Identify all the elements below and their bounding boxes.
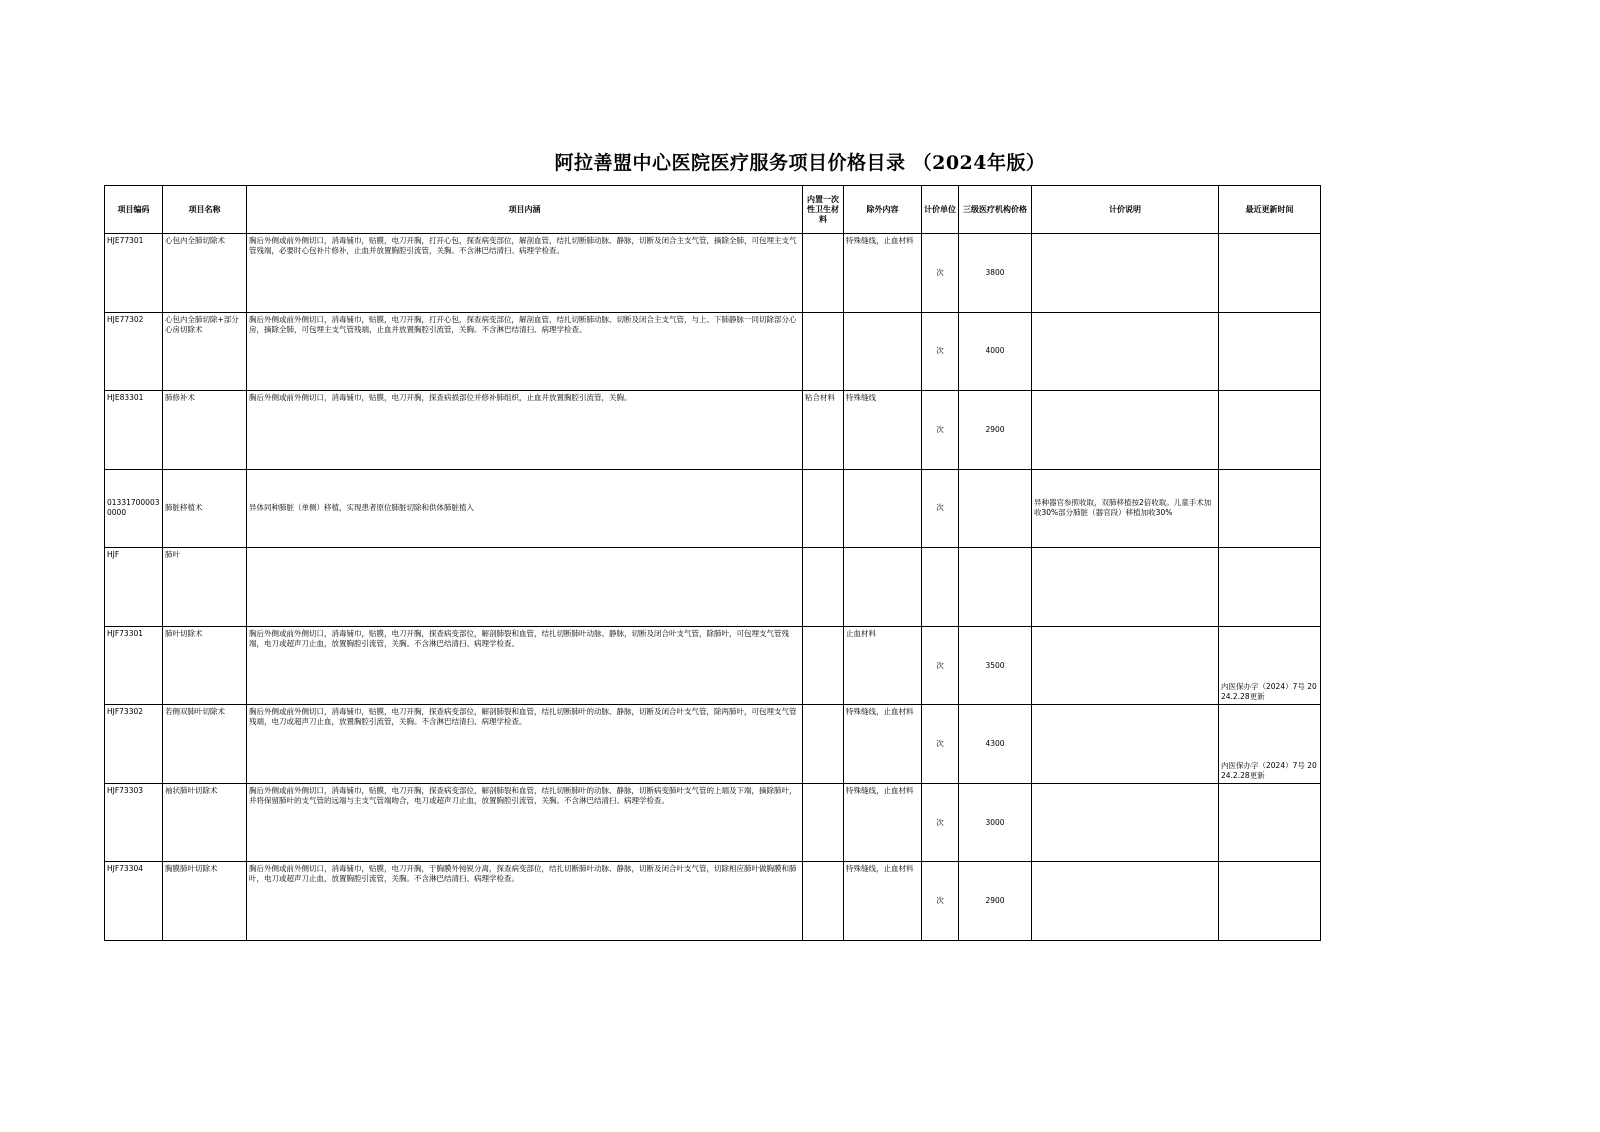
cell-unit: 次: [922, 234, 959, 313]
cell-content: 胸后外侧或前外侧切口，消毒铺巾，贴膜，电刀开胸，于胸膜外钝锐分离，探查病变部位，结扎切断肺叶动脉、静脉，切断及闭合叶支气管，切除相应肺叶做胸膜和肺叶，电刀或超声刀止血，放置胸腔引流管，关胸。不含淋巴结清扫、病理学检查。: [247, 862, 803, 941]
cell-excluded: 特殊缝线，止血材料: [844, 705, 922, 784]
cell-updated: 内医保办字（2024）7号 2024.2.28更新: [1219, 626, 1321, 705]
cell-unit: 次: [922, 391, 959, 470]
cell-note: 异种器官参照收取，双肺移植按2倍收取。儿童手术加收30%部分肺脏（器官段）移植加收30%: [1032, 469, 1219, 548]
cell-content: [247, 548, 803, 627]
cell-note: [1032, 312, 1219, 391]
header-price: 三级医疗机构价格: [959, 186, 1032, 234]
cell-material: [803, 783, 844, 862]
cell-price: [959, 548, 1032, 627]
table-row: [105, 705, 1321, 784]
cell-updated: [1219, 312, 1321, 391]
cell-code: HJE77301: [105, 234, 163, 313]
cell-excluded: 特殊缝线，止血材料: [844, 862, 922, 941]
table-row: [105, 391, 1321, 470]
cell-note: [1032, 234, 1219, 313]
cell-unit: 次: [922, 862, 959, 941]
cell-updated: [1219, 548, 1321, 627]
cell-material: [803, 469, 844, 548]
cell-material: [803, 548, 844, 627]
cell-code: HJF73302: [105, 705, 163, 784]
cell-excluded: [844, 469, 922, 548]
cell-name: 心包内全肺切除术: [163, 234, 247, 313]
table-header-row: [105, 186, 1321, 234]
cell-price: [959, 469, 1032, 548]
cell-material: [803, 234, 844, 313]
cell-updated: [1219, 469, 1321, 548]
cell-content: 胸后外侧或前外侧切口，消毒铺巾，贴膜，电刀开胸，打开心包，探查病变部位，解剖血管，结扎切断肺动脉、静脉，切断及闭合主支气管，摘除全肺，可包埋主支气管残端，必要时心包补片修补，止血并放置胸腔引流管，关胸。不含淋巴结清扫、病理学检查。: [247, 234, 803, 313]
cell-updated: [1219, 783, 1321, 862]
table-row: [105, 626, 1321, 705]
header-unit: 计价单位: [922, 186, 959, 234]
cell-note: [1032, 705, 1219, 784]
cell-name: 肺脏移植术: [163, 469, 247, 548]
cell-note: [1032, 548, 1219, 627]
cell-price: 4000: [959, 312, 1032, 391]
header-name: 项目名称: [163, 186, 247, 234]
cell-note: [1032, 783, 1219, 862]
cell-unit: 次: [922, 312, 959, 391]
cell-name: 肺叶: [163, 548, 247, 627]
header-material: 内置一次性卫生材料: [803, 186, 844, 234]
table-row: [105, 783, 1321, 862]
cell-unit: [922, 548, 959, 627]
cell-updated: [1219, 862, 1321, 941]
cell-price: 3500: [959, 626, 1032, 705]
cell-name: 胸膜肺叶切除术: [163, 862, 247, 941]
cell-price: 3000: [959, 783, 1032, 862]
cell-excluded: 特殊缝线，止血材料: [844, 234, 922, 313]
cell-updated: [1219, 391, 1321, 470]
cell-name: 肺修补术: [163, 391, 247, 470]
cell-excluded: 止血材料: [844, 626, 922, 705]
cell-content: 胸后外侧或前外侧切口，消毒铺巾，贴膜，电刀开胸，探查病变部位，解剖肺裂和血管，结扎切断肺叶的动脉、静脉，切断及闭合叶支气管，除两肺叶，可包埋支气管残端，电刀或超声刀止血，放置胸腔引流管，关胸。不含淋巴结清扫、病理学检查。: [247, 705, 803, 784]
cell-excluded: [844, 312, 922, 391]
cell-price: 3800: [959, 234, 1032, 313]
cell-unit: 次: [922, 469, 959, 548]
table-row: [105, 234, 1321, 313]
table-row: [105, 312, 1321, 391]
cell-material: [803, 626, 844, 705]
cell-code: HJE83301: [105, 391, 163, 470]
table-row: [105, 862, 1321, 941]
cell-unit: 次: [922, 783, 959, 862]
header-note: 计价说明: [1032, 186, 1219, 234]
header-excluded: 除外内容: [844, 186, 922, 234]
cell-name: 若侧双肺叶切除术: [163, 705, 247, 784]
cell-content: 胸后外侧或前外侧切口，消毒铺巾，贴膜，电刀开胸，探查病变部位，解剖肺裂和血管，结扎切断肺叶的动脉、静脉，切断病变肺叶支气管的上端及下端，摘除肺叶，并将保留肺叶的支气管的远端与主支气管端吻合，电刀或超声刀止血，放置胸腔引流管，关胸。不含淋巴结清扫、病理学检查。: [247, 783, 803, 862]
cell-code: HJF: [105, 548, 163, 627]
cell-note: [1032, 862, 1219, 941]
cell-unit: 次: [922, 626, 959, 705]
header-content: 项目内涵: [247, 186, 803, 234]
cell-updated: [1219, 234, 1321, 313]
header-code: 项目编码: [105, 186, 163, 234]
cell-name: 心包内全肺切除+部分心房切除术: [163, 312, 247, 391]
cell-excluded: 特殊缝线，止血材料: [844, 783, 922, 862]
cell-material: [803, 705, 844, 784]
cell-excluded: [844, 548, 922, 627]
cell-code: HJF73303: [105, 783, 163, 862]
cell-material: [803, 862, 844, 941]
cell-price: 2900: [959, 862, 1032, 941]
cell-name: 肺叶切除术: [163, 626, 247, 705]
cell-excluded: 特殊缝线: [844, 391, 922, 470]
cell-name: 袖状肺叶切除术: [163, 783, 247, 862]
price-table: [104, 185, 1321, 941]
cell-material: [803, 312, 844, 391]
cell-material: 粘合材料: [803, 391, 844, 470]
cell-code: HJF73304: [105, 862, 163, 941]
cell-content: 胸后外侧或前外侧切口，消毒铺巾，贴膜，电刀开胸，探查病变部位，解剖肺裂和血管，结扎切断肺叶动脉、静脉，切断及闭合叶支气管，除肺叶，可包埋支气管残端，电刀或超声刀止血，放置胸腔引流管，关胸。不含淋巴结清扫、病理学检查。: [247, 626, 803, 705]
cell-code: HJE77302: [105, 312, 163, 391]
cell-content: 胸后外侧或前外侧切口，消毒铺巾，贴膜，电刀开胸，探查病损部位并修补肺组织，止血并放置胸腔引流管，关胸。: [247, 391, 803, 470]
cell-content: 异体同种肺脏（单侧）移植，实现患者原位肺脏切除和供体肺脏植入: [247, 469, 803, 548]
cell-price: 2900: [959, 391, 1032, 470]
header-updated: 最近更新时间: [1219, 186, 1321, 234]
page-title: 阿拉善盟中心医院医疗服务项目价格目录 （2024年版）: [554, 152, 1046, 174]
table-row: [105, 548, 1321, 627]
cell-note: [1032, 626, 1219, 705]
cell-updated: 内医保办字（2024）7号 2024.2.28更新: [1219, 705, 1321, 784]
cell-code: HJF73301: [105, 626, 163, 705]
cell-note: [1032, 391, 1219, 470]
cell-price: 4300: [959, 705, 1032, 784]
cell-content: 胸后外侧或前外侧切口，消毒铺巾，贴膜，电刀开胸，打开心包，探查病变部位，解剖血管，结扎切断肺动脉、切断及闭合主支气管，与上、下肺静脉一同切除部分心房，摘除全肺，可包埋主支气管残端，止血并放置胸腔引流管，关胸。不含淋巴结清扫、病理学检查。: [247, 312, 803, 391]
table-row: [105, 469, 1321, 548]
cell-code: 013317000030000: [105, 469, 163, 548]
cell-unit: 次: [922, 705, 959, 784]
